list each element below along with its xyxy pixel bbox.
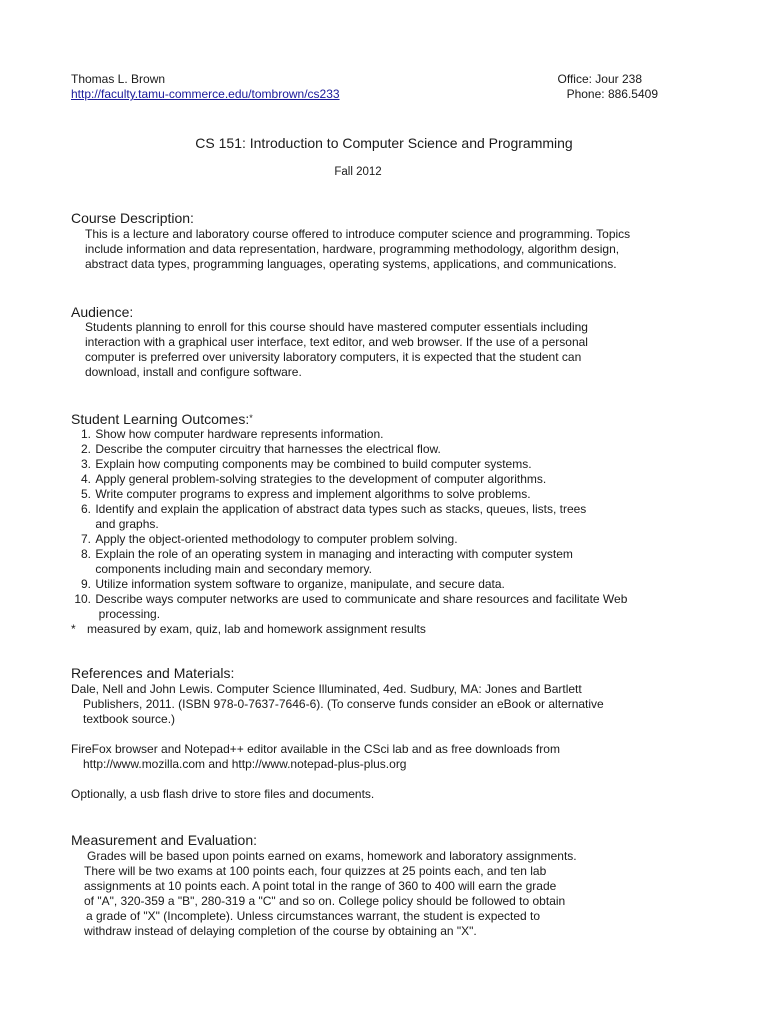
item-number: 6. [80, 502, 91, 516]
item-number: 10. [74, 592, 91, 606]
list-item [71, 532, 671, 547]
item-number: 2. [80, 442, 91, 456]
audience-line: computer is preferred over university laboratory computers, it is expected that the student can [85, 350, 582, 364]
item-text: Write computer programs to express and implement algorithms to solve problems. [95, 487, 531, 501]
audience-text [85, 320, 675, 380]
evaluation-line: withdraw instead of delaying completion of the course by obtaining an "X". [84, 924, 477, 938]
list-item [71, 502, 671, 532]
list-item [71, 592, 671, 622]
audience-heading: Audience: [71, 304, 134, 320]
footnote-mark: * [71, 622, 76, 636]
description-line: This is a lecture and laboratory course offered to introduce computer science and programming. Topics [85, 227, 631, 241]
audience-line: interaction with a graphical user interface, text editor, and web browser. If the use of a personal [85, 335, 588, 349]
reference-software [71, 742, 671, 772]
item-number: 1. [80, 427, 91, 441]
item-number: 4. [80, 472, 91, 486]
header-right [558, 72, 659, 102]
evaluation-line: a grade of "X" (Incomplete). Unless circumstances warrant, the student is expected to [86, 909, 541, 923]
course-url-link[interactable]: http://faculty.tamu-commerce.edu/tombrown/cs233 [71, 87, 340, 101]
evaluation-line: assignments at 10 points each. A point total in the range of 360 to 400 will earn the grade [84, 879, 557, 893]
evaluation-heading: Measurement and Evaluation: [71, 832, 257, 848]
description-line: abstract data types, programming languages, operating systems, applications, and communications. [85, 257, 617, 271]
course-term: Fall 2012 [334, 166, 382, 178]
reference-line: http://www.mozilla.com and http://www.notepad-plus-plus.org [83, 757, 407, 771]
header-left [71, 72, 340, 102]
list-item [71, 427, 671, 442]
item-text: Apply the object-oriented methodology to computer problem solving. [95, 532, 458, 546]
evaluation-line: of "A", 320-359 a "B", 280-319 a "C" and so on. College policy should be followed to obtain [84, 894, 566, 908]
evaluation-line: There will be two exams at 100 points each, four quizzes at 25 points each, and ten lab [84, 864, 547, 878]
list-item [71, 547, 671, 577]
item-text: Identify and explain the application of abstract data types such as stacks, queues, lists, trees and graphs. [95, 502, 587, 531]
course-title: CS 151: Introduction to Computer Science and Programming [195, 135, 573, 151]
phone-number: Phone: 886.5409 [566, 87, 658, 101]
audience-line: download, install and configure software. [85, 365, 302, 379]
item-number: 9. [80, 577, 91, 591]
list-item [71, 457, 671, 472]
item-number: 7. [80, 532, 91, 546]
description-line: include information and data representation, hardware, programming methodology, algorithm design, [85, 242, 620, 256]
list-item [71, 472, 671, 487]
office-location: Office: Jour 238 [557, 72, 642, 86]
item-text: Apply general problem-solving strategies to the development of computer algorithms. [95, 472, 547, 486]
item-number: 8. [80, 547, 91, 561]
list-item [71, 577, 671, 592]
evaluation-line: Grades will be based upon points earned on exams, homework and laboratory assignments. [87, 849, 577, 863]
item-text: Utilize information system software to organize, manipulate, and secure data. [95, 577, 505, 591]
item-text: Show how computer hardware represents information. [95, 427, 384, 441]
description-heading: Course Description: [71, 210, 194, 226]
author-name: Thomas L. Brown [71, 72, 166, 86]
item-text: Describe the computer circuitry that harnesses the electrical flow. [95, 442, 441, 456]
references-heading: References and Materials: [71, 665, 235, 681]
item-text: Explain how computing components may be combined to build computer systems. [95, 457, 532, 471]
audience-line: Students planning to enroll for this course should have mastered computer essentials including [85, 320, 588, 334]
item-text: Describe ways computer networks are used to communicate and share resources and facilitate Web processing. [95, 592, 628, 621]
list-item [71, 442, 671, 457]
item-number: 5. [80, 487, 91, 501]
reference-usb: Optionally, a usb flash drive to store files and documents. [71, 787, 375, 801]
outcomes-heading-text: Student Learning Outcomes: [71, 411, 250, 427]
outcomes-list [71, 427, 671, 637]
item-number: 3. [80, 457, 91, 471]
evaluation-text [84, 849, 674, 939]
reference-line: textbook source.) [83, 712, 176, 726]
list-item [71, 487, 671, 502]
reference-line: FireFox browser and Notepad++ editor available in the CSci lab and as free downloads from [71, 742, 560, 756]
outcomes-heading [71, 409, 253, 428]
reference-line: Publishers, 2011. (ISBN 978-0-7637-7646-6). (To conserve funds consider an eBook or alternative [83, 697, 604, 711]
outcomes-footnote [71, 622, 671, 637]
outcomes-heading-mark: * [249, 413, 253, 423]
item-text: Explain the role of an operating system in managing and interacting with computer system components including main and secondary memory. [95, 547, 573, 576]
reference-line: Dale, Nell and John Lewis. Computer Science Illuminated, 4ed. Sudbury, MA: Jones and Bartlett [71, 682, 582, 696]
description-text [85, 227, 675, 272]
footnote-text: measured by exam, quiz, lab and homework assignment results [87, 622, 426, 636]
reference-book [71, 682, 671, 727]
